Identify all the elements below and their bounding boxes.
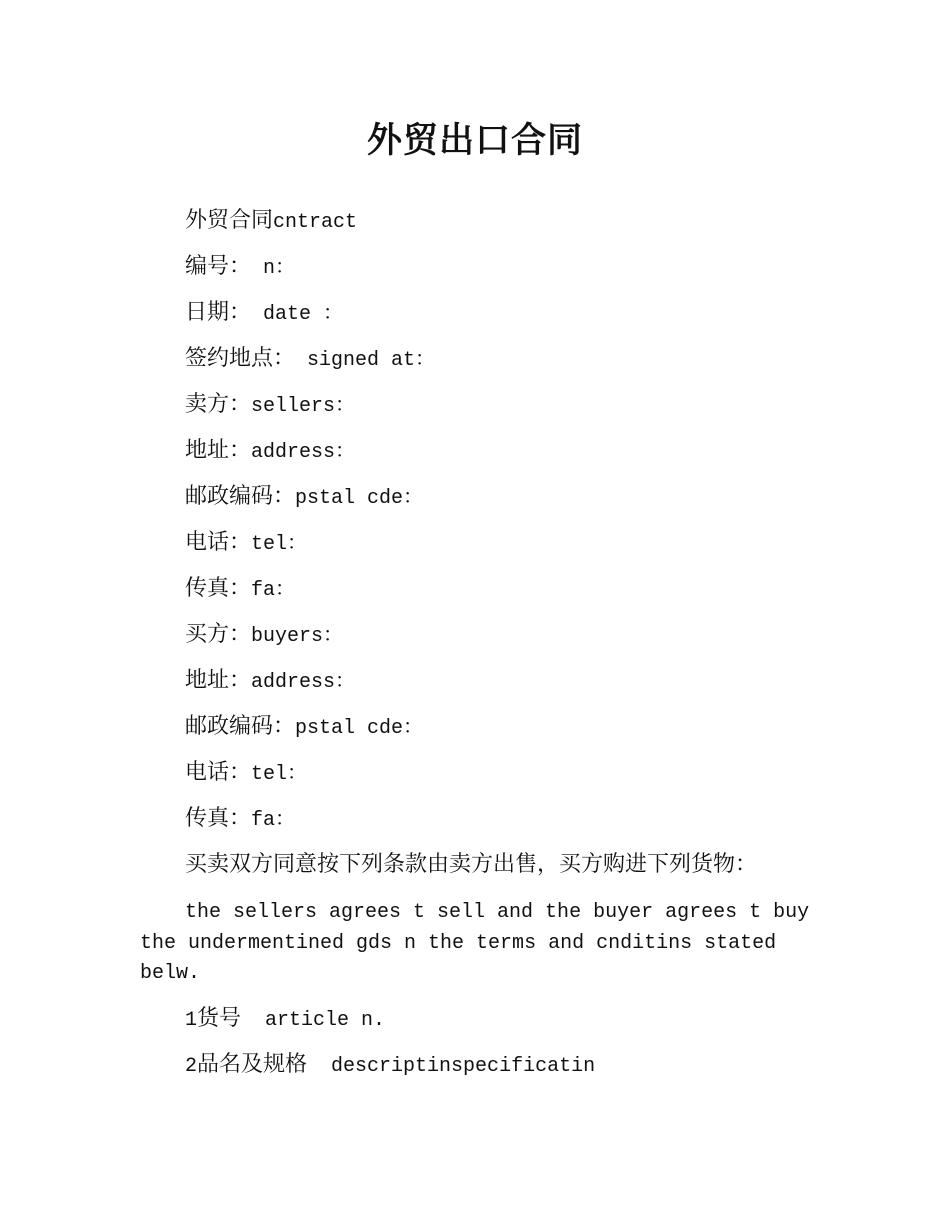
item-label-cn: 货号: [197, 1006, 242, 1031]
line-label-cn: 签约地点：: [185, 346, 296, 371]
line-label-cn: 买方：: [185, 622, 252, 647]
line-label-cn: 地址：: [185, 438, 252, 463]
line-label-cn: 地址：: [185, 668, 252, 693]
agreement-en-text: the sellers agrees t sell and the buyer agrees t buy the undermentined gds n the terms and cnditins stated belw.: [140, 901, 810, 985]
document-title: 外贸出口合同: [366, 121, 583, 161]
line-label-en: fa：: [251, 809, 296, 832]
line-label-cn: 邮政编码：: [185, 714, 296, 739]
line-label-en: n：: [251, 257, 296, 280]
line-label-cn: 传真：: [185, 806, 252, 831]
line-label-en: date ：: [251, 303, 344, 326]
agreement-cn-line: 买卖双方同意按下列条款由卖方出售，买方购进下列货物：: [185, 852, 758, 877]
item-description-line: [185, 1050, 595, 1080]
seller-line: [185, 390, 355, 420]
agreement-en-paragraph: [140, 898, 820, 990]
line-label-en: buyers：: [251, 625, 344, 648]
line-label-cn: 外贸合同: [185, 208, 274, 233]
line-label-en: address：: [251, 441, 356, 464]
item-article-number-line: [185, 1004, 385, 1034]
line-label-cn: 电话：: [185, 530, 252, 555]
buyer-address-line: [185, 666, 355, 696]
line-label-en: cntract: [273, 211, 358, 234]
seller-postal-code-line: [185, 482, 423, 512]
contract-heading-line: [185, 206, 357, 236]
line-label-en: address：: [251, 671, 356, 694]
signed-at-line: [185, 344, 435, 374]
line-label-cn: 传真：: [185, 576, 252, 601]
line-label-en: fa：: [251, 579, 296, 602]
seller-tel-line: [185, 528, 307, 558]
line-label-en: sellers：: [251, 395, 356, 418]
line-label-en: tel：: [251, 763, 308, 786]
line-label-cn: 编号：: [185, 254, 252, 279]
buyer-tel-line: [185, 758, 307, 788]
line-label-cn: 日期：: [185, 300, 252, 325]
buyer-postal-code-line: [185, 712, 423, 742]
date-line: [185, 298, 343, 328]
seller-address-line: [185, 436, 355, 466]
line-label-en: pstal cde：: [295, 487, 424, 510]
line-label-cn: 邮政编码：: [185, 484, 296, 509]
line-label-cn: 卖方：: [185, 392, 252, 417]
buyer-line: [185, 620, 343, 650]
item-label-en: article n.: [241, 1009, 386, 1032]
item-label-cn: 品名及规格: [197, 1052, 308, 1077]
contract-number-line: [185, 252, 295, 282]
buyer-fax-line: [185, 804, 295, 834]
line-label-en: signed at：: [295, 349, 436, 372]
item-label-en: descriptinspecificatin: [307, 1055, 596, 1078]
seller-fax-line: [185, 574, 295, 604]
line-label-en: pstal cde：: [295, 717, 424, 740]
line-label-cn: 电话：: [185, 760, 252, 785]
item-number: 2: [185, 1055, 198, 1078]
item-number: 1: [185, 1009, 198, 1032]
line-label-en: tel：: [251, 533, 308, 556]
